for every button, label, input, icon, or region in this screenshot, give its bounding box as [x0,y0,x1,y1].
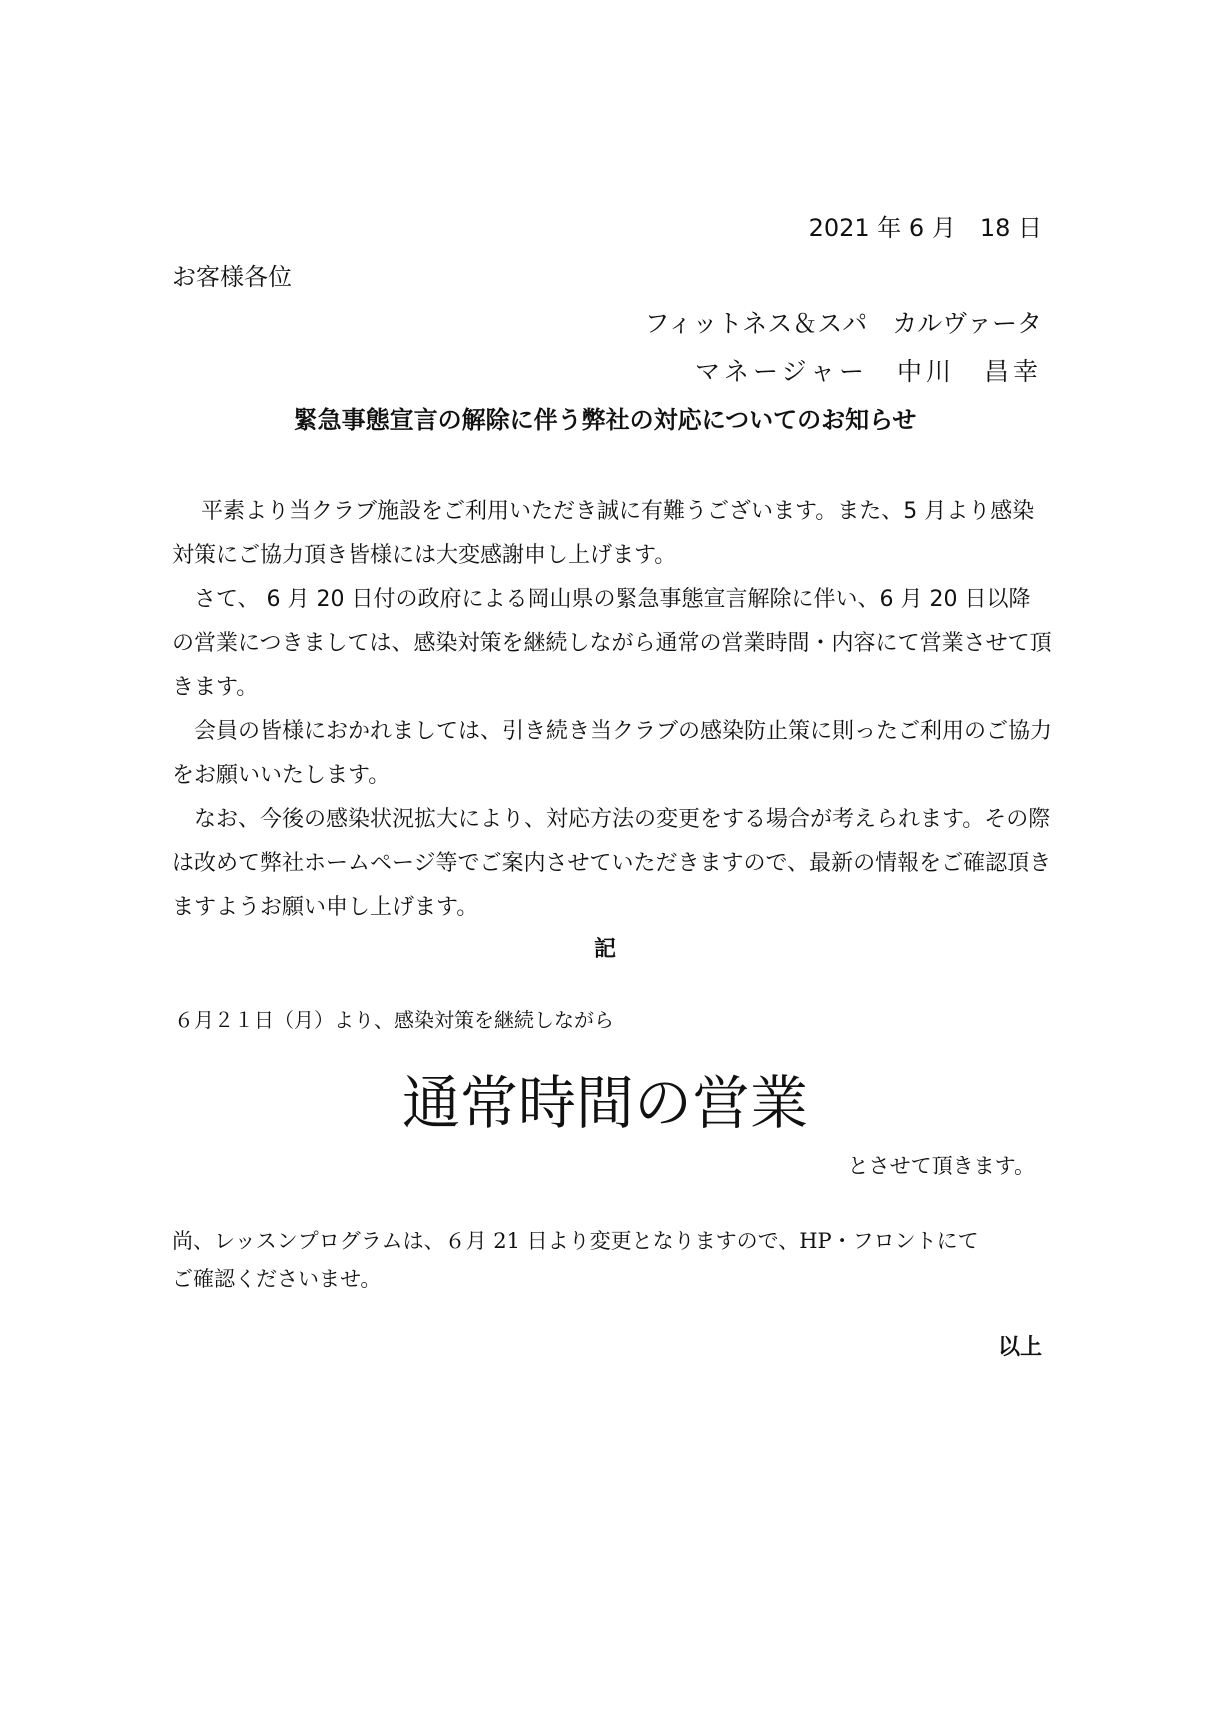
date: 2021 年 6 月 18 日 [808,214,1042,242]
sender-manager: マネージャー 中川 昌幸 [694,357,1042,386]
big-announcement: 通常時間の営業 [401,1069,808,1137]
ki-heading: 記 [593,937,616,962]
notice-line: ６月２１日（月）より、感染対策を継続しながら [174,1008,614,1032]
salutation: お客様各位 [172,263,292,291]
body-paragraph: 平素より当クラブ施設をご利用いただき誠に有難うございます。また、5 月より感染対策にご協力頂き皆様には大変感謝申し上げます。 [172,499,1035,568]
body-paragraph: 会員の皆様におかれましては、引き続き当クラブの感染防止策に則ったご利用のご協力をお願いいたします。 [172,719,1053,788]
note-line: 尚、レッスンプログラムは、６月 21 日より変更となりますので、HP・フロントにて [172,1229,979,1253]
sender-company: フィットネス＆スパ カルヴァータ [644,309,1042,338]
program-note [172,1222,1052,1298]
document-title: 緊急事態宣言の解除に伴う弊社の対応についてのお知らせ [293,406,917,434]
body-paragraph: なお、今後の感染状況拡大により、対応方法の変更をする場合が考えられます。その際は改めて弊社ホームページ等でご案内させていただきますので、最新の情報をご確認頂きますようお願い申し上げます。 [172,807,1052,920]
note-line: ご確認くださいませ。 [172,1267,382,1291]
closing-mark: 以上 [997,1335,1042,1360]
body-paragraph: さて、 6 月 20 日付の政府による岡山県の緊急事態宣言解除に伴い、6 月 20 日以降の営業につきましては、感染対策を継続しながら通常の営業時間・内容にて営業させて頂きます。 [172,587,1052,700]
announcement-suffix: とさせて頂きます。 [847,1154,1035,1178]
body-text [172,490,1052,930]
